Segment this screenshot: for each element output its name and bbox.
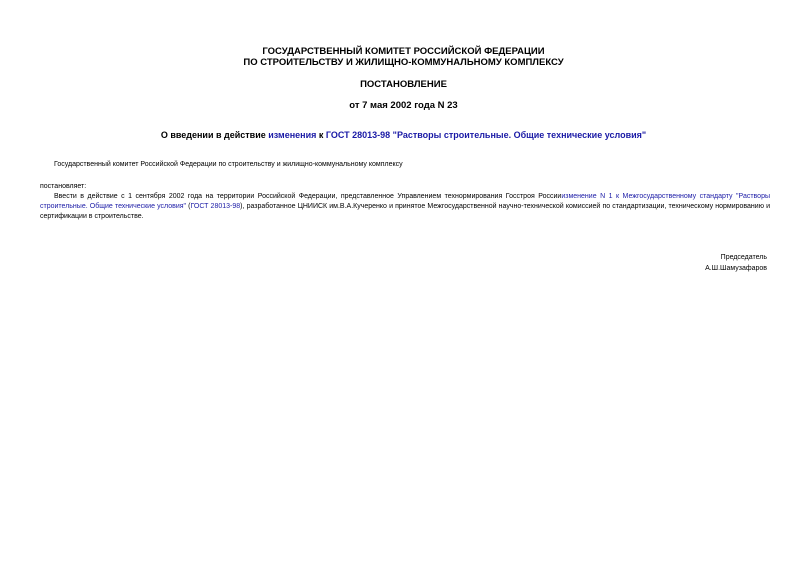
paragraph-paren-open: (: [186, 203, 191, 210]
signatory-position: Председатель: [720, 254, 767, 261]
paragraph-link-amendment[interactable]: изменение N 1 к Межгосударственному стандарту "Растворы строительные. Общие технические условия": [40, 193, 771, 210]
signature-block: [705, 252, 767, 274]
title-middle: к: [316, 130, 326, 140]
committee-name-line1: ГОСУДАРСТВЕННЫЙ КОМИТЕТ РОССИЙСКОЙ ФЕДЕРАЦИИ: [262, 46, 545, 57]
signatory-name: А.Ш.Шамузафаров: [705, 265, 767, 272]
document-type: ПОСТАНОВЛЕНИЕ: [360, 79, 447, 90]
resolves-text: постановляет:: [40, 183, 87, 190]
title-link-gost[interactable]: ГОСТ 28013-98 "Растворы строительные. Общие технические условия": [325, 130, 647, 140]
paragraph-link-gost[interactable]: ГОСТ 28013-98: [190, 203, 241, 210]
resolution-paragraph: [40, 192, 770, 222]
title-prefix: О введении в действие: [160, 130, 269, 140]
title-link-amendment[interactable]: изменения: [268, 130, 317, 140]
document-date-number: от 7 мая 2002 года N 23: [349, 100, 458, 111]
issuer-text: Государственный комитет Российской Федерации по строительству и жилищно-коммунальному комплексу: [54, 161, 403, 168]
paragraph-start: Ввести в действие с 1 сентября 2002 года на территории Российской Федерации, представленное Управлением технормирования Госстроя России: [54, 193, 562, 200]
paragraph-end: ), разработанное ЦНИИСК им.В.А.Кучеренко и принятое Межгосударственной научно-технической комиссией по стандартизации, техническому нормированию и сертификации в строительстве.: [40, 203, 770, 220]
committee-name-line2: ПО СТРОИТЕЛЬСТВУ И ЖИЛИЩНО-КОММУНАЛЬНОМУ КОМПЛЕКСУ: [243, 57, 564, 68]
document-title: [0, 129, 807, 141]
